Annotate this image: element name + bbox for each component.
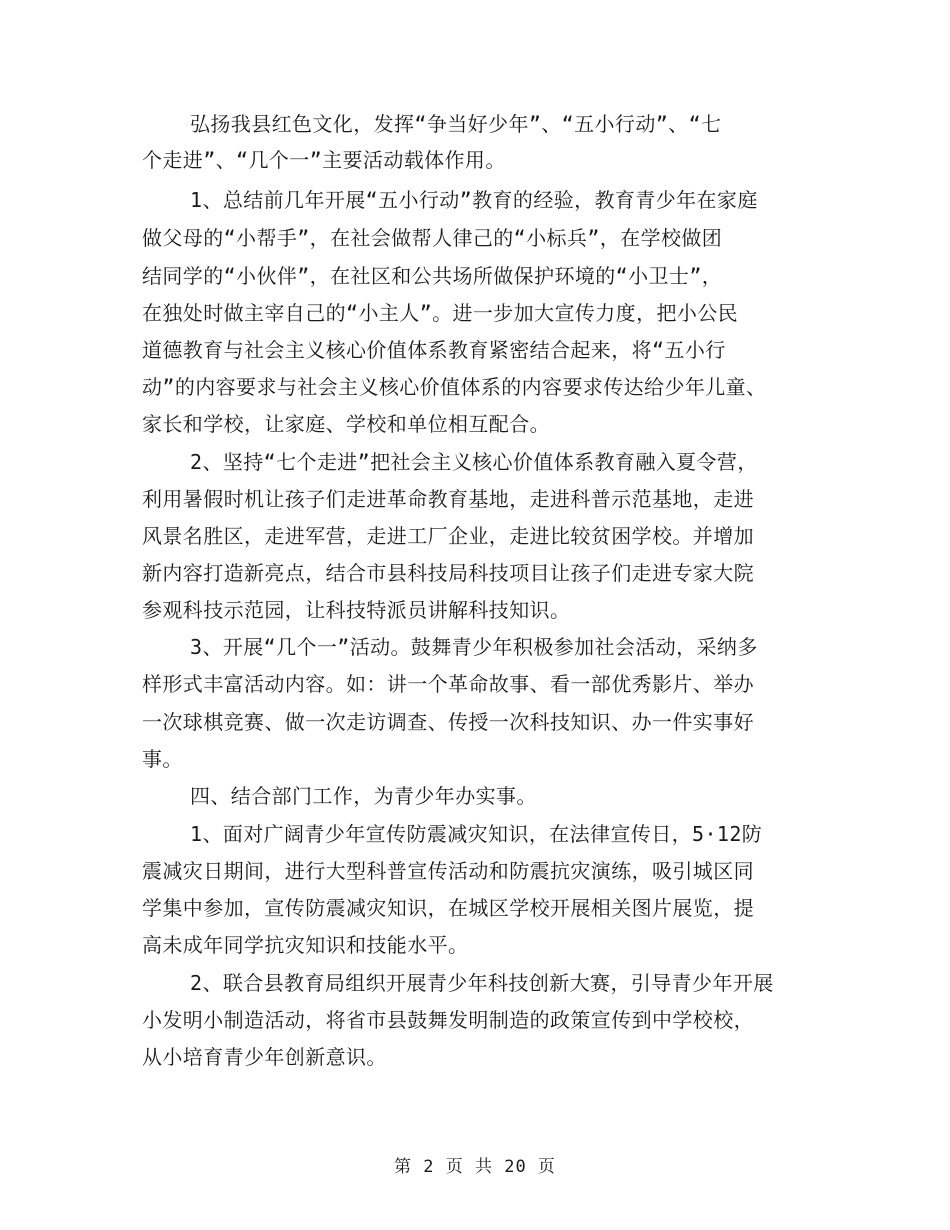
paragraph-line: 风景名胜区，走进军营，走进工厂企业，走进比较贫困学校。并增加	[142, 524, 754, 548]
paragraph-line: 2、坚持“七个走进”把社会主义核心价值体系教育融入夏令营，	[190, 450, 758, 474]
section-heading: 四、结合部门工作，为青少年办实事。	[190, 784, 537, 808]
paragraph-line: 1、总结前几年开展“五小行动”教育的经验，教育青少年在家庭	[190, 188, 758, 212]
paragraph-line: 结同学的“小伙伴”，在社区和公共场所做保护环境的“小卫士”，	[142, 264, 723, 288]
paragraph-line: 参观科技示范园，让科技特派员讲解科技知识。	[142, 598, 571, 622]
paragraph-line: 道德教育与社会主义核心价值体系教育紧密结合起来，将“五小行	[142, 338, 726, 362]
paragraph-line: 动”的内容要求与社会主义核心价值体系的内容要求传达给少年儿童、	[142, 375, 767, 399]
paragraph-line: 在独处时做主宰自己的“小主人”。进一步加大宣传力度，把小公民	[142, 301, 739, 325]
paragraph-line: 3、开展“几个一”活动。鼓舞青少年积极参加社会活动，采纳多	[190, 635, 758, 659]
paragraph-line: 震减灾日期间，进行大型科普宣传活动和防震抗灾演练，吸引城区同	[142, 859, 754, 883]
paragraph-line: 弘扬我县红色文化，发挥“争当好少年”、“五小行动”、“七	[190, 112, 722, 136]
paragraph-line: 利用暑假时机让孩子们走进革命教育基地，走进科普示范基地，走进	[142, 487, 754, 511]
paragraph-line: 个走进”、“几个一”主要活动载体作用。	[142, 148, 506, 172]
paragraph-line: 新内容打造新亮点，结合市县科技局科技项目让孩子们走进专家大院	[142, 561, 754, 585]
paragraph-line: 样形式丰富活动内容。如：讲一个革命故事、看一部优秀影片、举办	[142, 672, 754, 696]
paragraph-line: 一次球棋竞赛、做一次走访调查、传授一次科技知识、办一件实事好	[142, 710, 754, 734]
paragraph-line: 做父母的“小帮手”，在社会做帮人律己的“小标兵”，在学校做团	[142, 226, 723, 250]
paragraph-line: 小发明小制造活动，将省市县鼓舞发明制造的政策宣传到中学校校，	[142, 1008, 754, 1032]
paragraph-line: 家长和学校，让家庭、学校和单位相互配合。	[142, 412, 550, 436]
paragraph-line: 从小培育青少年创新意识。	[142, 1045, 387, 1069]
paragraph-line: 1、面对广阔青少年宣传防震减灾知识，在法律宣传日，5·12防	[190, 822, 763, 846]
paragraph-line: 高未成年同学抗灾知识和技能水平。	[142, 933, 469, 957]
page-number-footer: 第 2 页 共 20 页	[394, 1157, 556, 1177]
paragraph-line: 事。	[142, 747, 183, 771]
paragraph-line: 学集中参加，宣传防震减灾知识，在城区学校开展相关图片展览，提	[142, 896, 754, 920]
paragraph-line: 2、联合县教育局组织开展青少年科技创新大赛，引导青少年开展	[190, 971, 774, 995]
